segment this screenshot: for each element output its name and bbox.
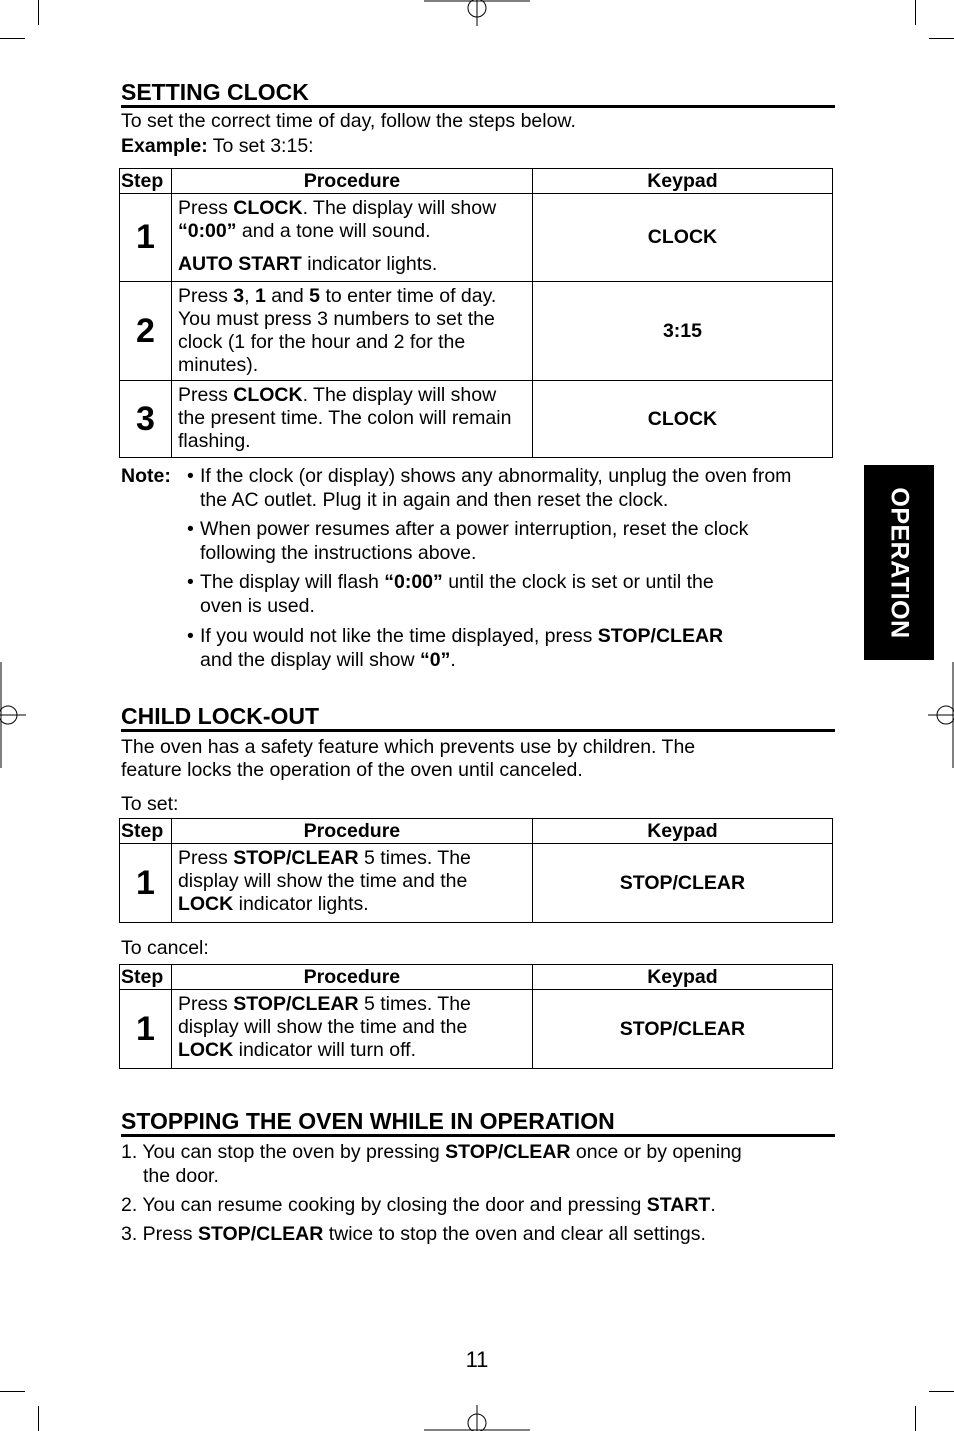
crop-mark bbox=[915, 0, 916, 25]
to-set-label: To set: bbox=[121, 793, 179, 815]
table-row bbox=[120, 194, 833, 282]
crop-mark bbox=[929, 38, 954, 39]
note-label: Note: bbox=[121, 465, 171, 487]
step-procedure: Press 3, 1 and 5 to enter time of day. You must press 3 numbers to set the clock (1 for the hour and 2 for the minutes). bbox=[171, 282, 532, 381]
table-row bbox=[120, 282, 833, 381]
table-header-row bbox=[120, 819, 833, 844]
crop-mark bbox=[0, 38, 25, 39]
table-header-row bbox=[120, 169, 833, 194]
header-step: Step bbox=[120, 965, 172, 990]
registration-mark-right bbox=[928, 662, 954, 768]
table-row bbox=[120, 990, 833, 1069]
crop-mark bbox=[0, 1391, 25, 1392]
setting-clock-intro: To set the correct time of day, follow the steps below. bbox=[121, 110, 576, 132]
keypad-stop-clear: STOP/CLEAR bbox=[532, 844, 832, 923]
step-procedure: Press STOP/CLEAR 5 times. The display will show the time and the LOCK indicator will turn off. bbox=[171, 990, 532, 1069]
crop-mark bbox=[38, 0, 39, 25]
crop-mark bbox=[915, 1406, 916, 1431]
header-procedure: Procedure bbox=[171, 819, 532, 844]
keypad-time: 3:15 bbox=[532, 282, 832, 381]
crop-mark bbox=[929, 1391, 954, 1392]
operation-side-tab bbox=[864, 465, 934, 660]
child-lock-title: CHILD LOCK-OUT bbox=[121, 703, 835, 732]
header-keypad: Keypad bbox=[532, 819, 832, 844]
registration-mark-top bbox=[424, 0, 530, 26]
setting-clock-example: Example: To set 3:15: bbox=[121, 135, 314, 157]
table-row bbox=[120, 381, 833, 458]
keypad-clock: CLOCK bbox=[532, 194, 832, 282]
keypad-stop-clear: STOP/CLEAR bbox=[532, 990, 832, 1069]
list-item: 2. You can resume cooking by closing the door and pressing START. bbox=[121, 1194, 716, 1216]
header-step: Step bbox=[120, 169, 172, 194]
child-lock-intro-1: The oven has a safety feature which prevents use by children. The bbox=[121, 736, 696, 758]
to-cancel-label: To cancel: bbox=[121, 937, 209, 959]
crop-mark bbox=[38, 1406, 39, 1431]
table-row bbox=[120, 844, 833, 923]
step-procedure: Press CLOCK. The display will show the present time. The colon will remain flashing. bbox=[171, 381, 532, 458]
header-procedure: Procedure bbox=[171, 965, 532, 990]
header-keypad: Keypad bbox=[532, 169, 832, 194]
step-number: 3 bbox=[120, 381, 172, 458]
child-lock-set-table bbox=[119, 818, 833, 923]
header-keypad: Keypad bbox=[532, 965, 832, 990]
list-item: 1. You can stop the oven by pressing STOP/CLEAR once or by opening the door. bbox=[121, 1141, 742, 1187]
step-number: 1 bbox=[120, 194, 172, 282]
step-number: 1 bbox=[120, 844, 172, 923]
setting-clock-title: SETTING CLOCK bbox=[121, 79, 835, 108]
header-procedure: Procedure bbox=[171, 169, 532, 194]
step-procedure: Press CLOCK. The display will show “0:00” and a tone will sound. AUTO START indicator lights. bbox=[171, 194, 532, 282]
keypad-clock: CLOCK bbox=[532, 381, 832, 458]
registration-mark-left bbox=[0, 662, 26, 768]
child-lock-cancel-table bbox=[119, 964, 833, 1069]
step-number: 2 bbox=[120, 282, 172, 381]
note-item: • The display will flash “0:00” until the clock is set or until the oven is used. bbox=[187, 571, 714, 617]
note-item: • If the clock (or display) shows any abnormality, unplug the oven from the AC outlet. Plug it in again and then reset the clock. bbox=[187, 465, 792, 511]
child-lock-intro-2: feature locks the operation of the oven until canceled. bbox=[121, 759, 583, 781]
note-item: • When power resumes after a power interruption, reset the clock following the instructions above. bbox=[187, 518, 749, 564]
list-item: 3. Press STOP/CLEAR twice to stop the oven and clear all settings. bbox=[121, 1223, 706, 1245]
step-procedure: Press STOP/CLEAR 5 times. The display will show the time and the LOCK indicator lights. bbox=[171, 844, 532, 923]
stopping-title: STOPPING THE OVEN WHILE IN OPERATION bbox=[121, 1108, 835, 1137]
setting-clock-table bbox=[119, 168, 833, 458]
note-item: • If you would not like the time displayed, press STOP/CLEAR and the display will show “0”. bbox=[187, 625, 724, 671]
header-step: Step bbox=[120, 819, 172, 844]
page-number: 11 bbox=[465, 1347, 489, 1372]
registration-mark-bottom bbox=[424, 1405, 530, 1431]
table-header-row bbox=[120, 965, 833, 990]
step-number: 1 bbox=[120, 990, 172, 1069]
side-tab-label: OPERATION bbox=[885, 486, 914, 639]
